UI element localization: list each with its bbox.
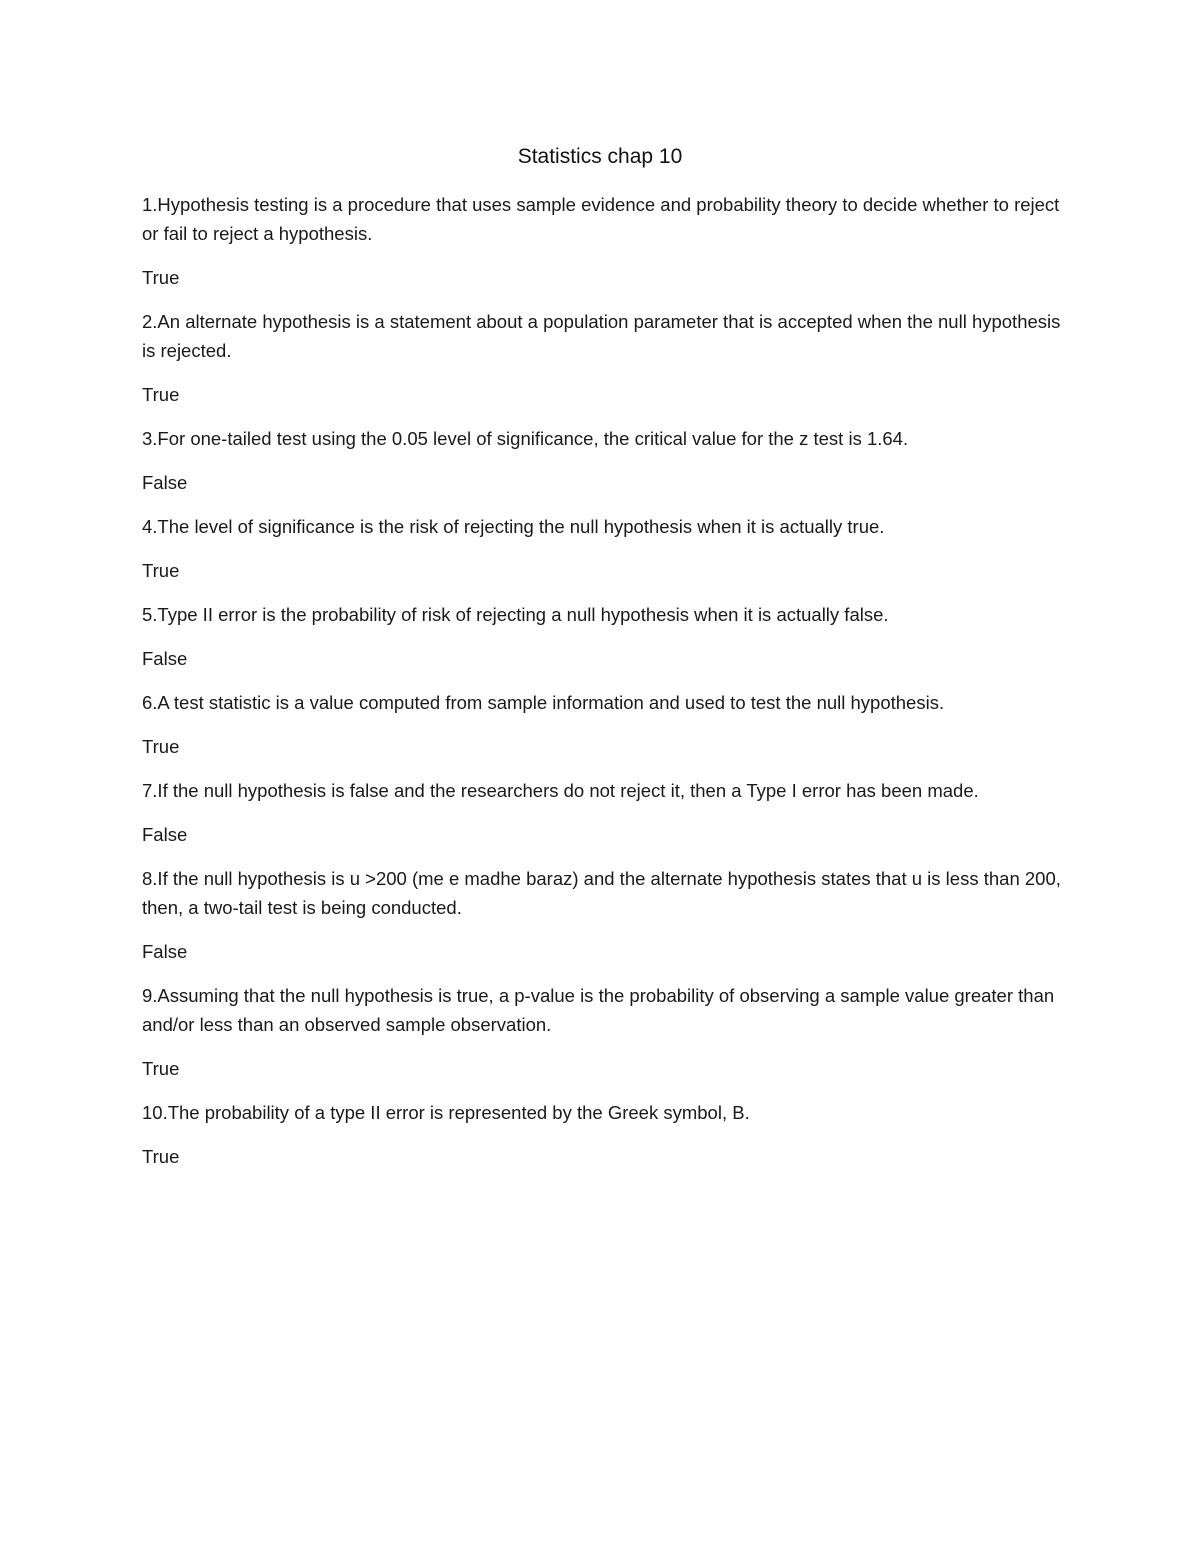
question-item-7 [142, 776, 1062, 849]
question-item-1 [142, 190, 1062, 292]
answer-text: True [142, 560, 180, 581]
question-item-8 [142, 864, 1062, 966]
answer-text: False [142, 472, 188, 493]
question-item-9 [142, 981, 1062, 1083]
answer-text: False [142, 648, 188, 669]
answer-text: True [142, 736, 180, 757]
question-item-5 [142, 600, 1062, 673]
question-item-6 [142, 688, 1062, 761]
question-text: 3.For one-tailed test using the 0.05 level of significance, the critical value for the z test is 1.64. [142, 428, 909, 449]
answer-text: True [142, 267, 180, 288]
answer-text: False [142, 941, 188, 962]
question-text: 7.If the null hypothesis is false and the researchers do not reject it, then a Type I error has been made. [142, 780, 979, 801]
question-text: 2.An alternate hypothesis is a statement about a population parameter that is accepted when the null hypothesis is rejected. [142, 311, 1061, 361]
question-text: 5.Type II error is the probability of risk of rejecting a null hypothesis when it is actually false. [142, 604, 889, 625]
question-text: 4.The level of significance is the risk of rejecting the null hypothesis when it is actually true. [142, 516, 885, 537]
answer-text: True [142, 1146, 180, 1167]
answer-text: True [142, 384, 180, 405]
question-text: 10.The probability of a type II error is represented by the Greek symbol, B. [142, 1102, 750, 1123]
question-text: 8.If the null hypothesis is u >200 (me e madhe baraz) and the alternate hypothesis states that u is less than 200, then, a two-tail test is being conducted. [142, 868, 1061, 918]
page-title: Statistics chap 10 [517, 145, 683, 168]
question-text: 6.A test statistic is a value computed from sample information and used to test the null hypothesis. [142, 692, 945, 713]
question-text: 9.Assuming that the null hypothesis is true, a p-value is the probability of observing a sample value greater than and/or less than an observed sample observation. [142, 985, 1055, 1035]
question-item-2 [142, 307, 1062, 409]
question-item-3 [142, 424, 1062, 497]
answer-text: True [142, 1058, 180, 1079]
answer-text: False [142, 824, 188, 845]
question-item-4 [142, 512, 1062, 585]
question-list [142, 190, 1062, 1186]
question-text: 1.Hypothesis testing is a procedure that uses sample evidence and probability theory to decide whether to reject or fail to reject a hypothesis. [142, 194, 1060, 244]
question-item-10 [142, 1098, 1062, 1171]
